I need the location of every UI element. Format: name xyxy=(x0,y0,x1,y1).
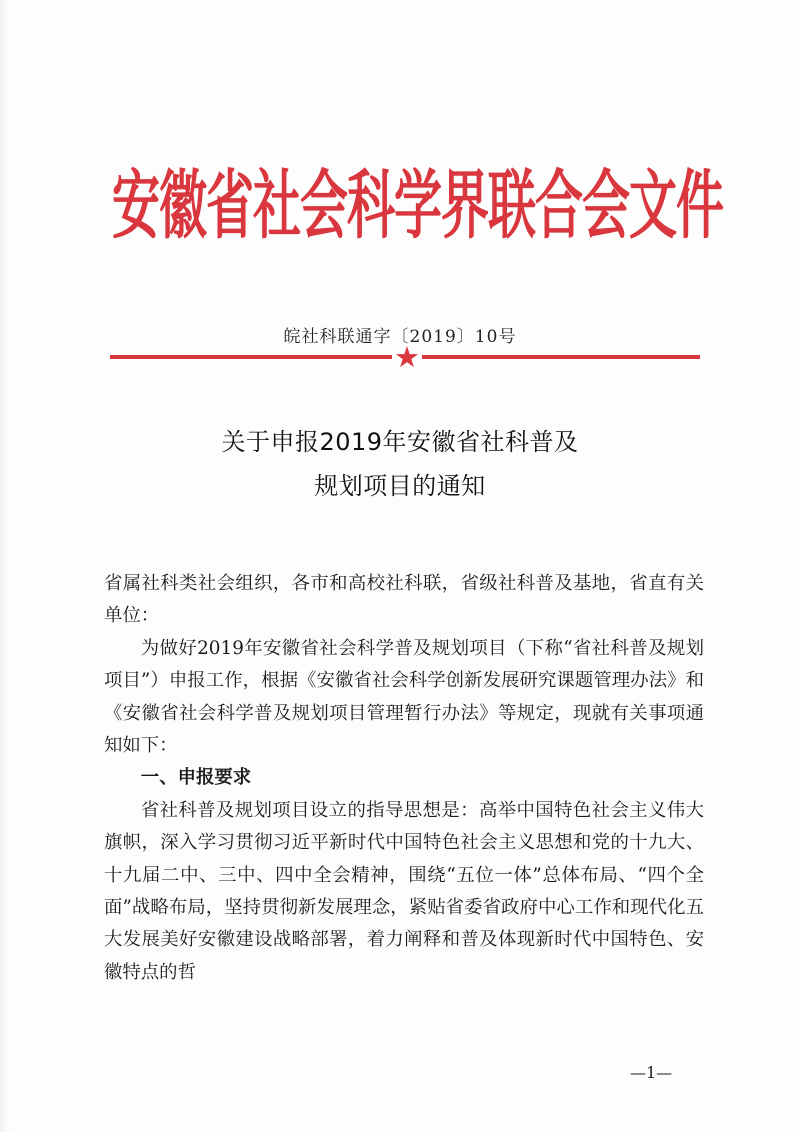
red-rule-right xyxy=(422,355,700,359)
body-paragraph-guiding-principles: 省社科普及规划项目设立的指导思想是：高举中国特色社会主义伟大旗帜，深入学习贯彻习近平新时代中国特色社会主义思想和党的十九大、十九届二中、三中、四中全会精神，围绕“五位一体”总体布局、“四个全面”战略布局，坚持贯彻新发展理念，紧贴省委省政府中心工作和现代化五大发展美好安徽建设战略部署，着力阐释和普及体现新时代中国特色、安徽特点的哲 xyxy=(104,799,704,983)
document-number: 皖社科联通字〔2019〕10号 xyxy=(283,327,517,347)
red-rule-left xyxy=(110,355,392,359)
page-number: —1— xyxy=(630,1063,673,1082)
salutation: 省属社科类社会组织，各市和高校社科联，省级社科普及基地，省直有关单位： xyxy=(104,573,704,627)
section-heading-requirements: 一、申报要求 xyxy=(140,767,252,789)
scan-edge-shadow xyxy=(0,0,10,1132)
notice-title-line-1: 关于申报2019年安徽省社科普及 xyxy=(221,428,579,456)
issuer-letterhead-title: 安徽省社会科学界联合会文件 xyxy=(112,162,724,250)
notice-body xyxy=(104,568,704,989)
notice-title-line-2: 规划项目的通知 xyxy=(314,472,486,500)
body-paragraph-intro: 为做好2019年安徽省社会科学普及规划项目（下称“省社科普及规划项目”）申报工作，根据《安徽省社会科学创新发展研究课题管理办法》和《安徽省社会科学普及规划项目管理暂行办法》等规定，现就有关事项通知如下： xyxy=(104,637,704,757)
notice-title xyxy=(0,420,800,508)
red-star-icon: ★ xyxy=(394,340,420,374)
